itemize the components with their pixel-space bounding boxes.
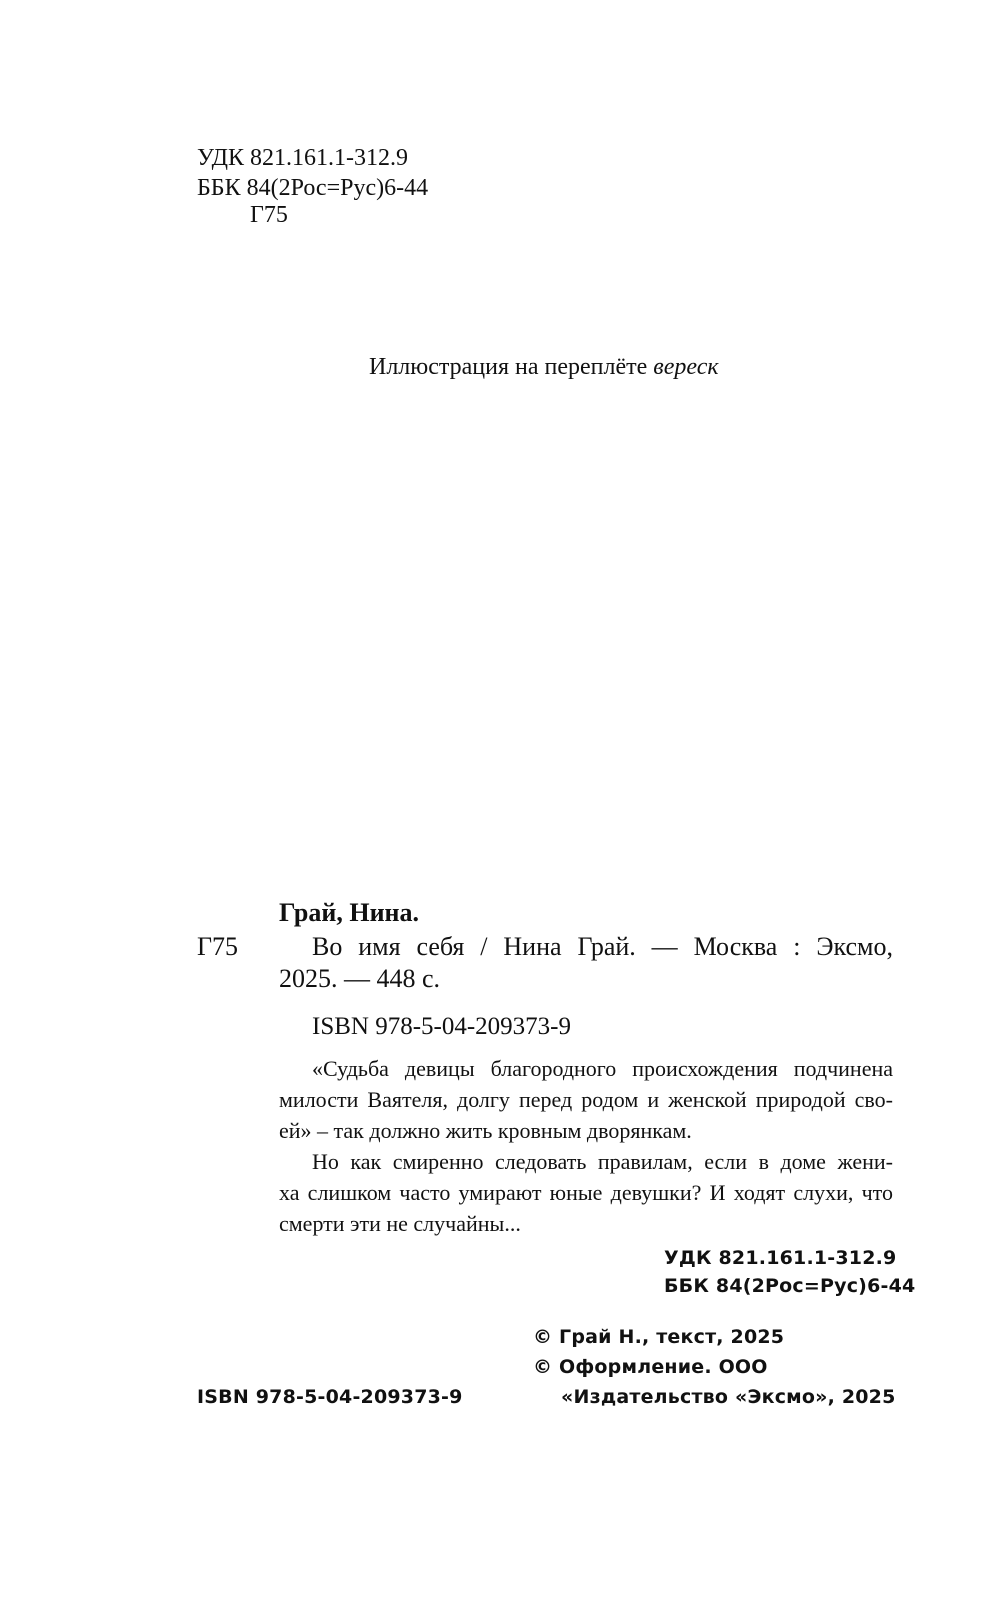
annotation-line: ха слишком часто умирают юные девушки? И ходят слухи, что — [279, 1180, 893, 1205]
footer-isbn: ISBN 978-5-04-209373-9 — [197, 1386, 463, 1408]
copyright-design-line1: © Оформление. ООО — [533, 1356, 768, 1378]
annotation-line: милости Ваятеля, долгу перед родом и женской природой сво- — [279, 1087, 893, 1112]
card-title-line2: 2025. — 448 с. — [279, 964, 441, 993]
annotation-line: ей» – так должно жить кровным дворянкам. — [279, 1118, 692, 1143]
annotation-line: смерти эти не случайны... — [279, 1211, 521, 1236]
illustration-artist: вереск — [653, 354, 719, 380]
header-bbk: ББК 84(2Рос=Рус)6-44 — [197, 175, 429, 201]
card-author: Грай, Нина. — [279, 898, 420, 927]
card-bbk: ББК 84(2Рос=Рус)6-44 — [664, 1275, 916, 1297]
header-udk: УДК 821.161.1-312.9 — [197, 145, 408, 171]
card-udk: УДК 821.161.1-312.9 — [664, 1247, 897, 1269]
card-author-mark: Г75 — [197, 932, 239, 961]
header-author-mark: Г75 — [250, 202, 288, 228]
illustration-prefix: Иллюстрация на переплёте — [369, 354, 648, 380]
annotation-line: Но как смиренно следовать правилам, если в доме жени- — [312, 1149, 893, 1174]
copyright-text: © Грай Н., текст, 2025 — [533, 1326, 785, 1348]
card-title-line1: Во имя себя / Нина Грай. — Москва : Эксмо, — [312, 932, 893, 961]
card-isbn: ISBN 978-5-04-209373-9 — [312, 1013, 572, 1040]
illustration-credit — [369, 352, 719, 382]
copyright-design-line2: «Издательство «Эксмо», 2025 — [561, 1386, 896, 1408]
annotation-line: «Судьба девицы благородного происхождения подчинена — [312, 1056, 893, 1081]
